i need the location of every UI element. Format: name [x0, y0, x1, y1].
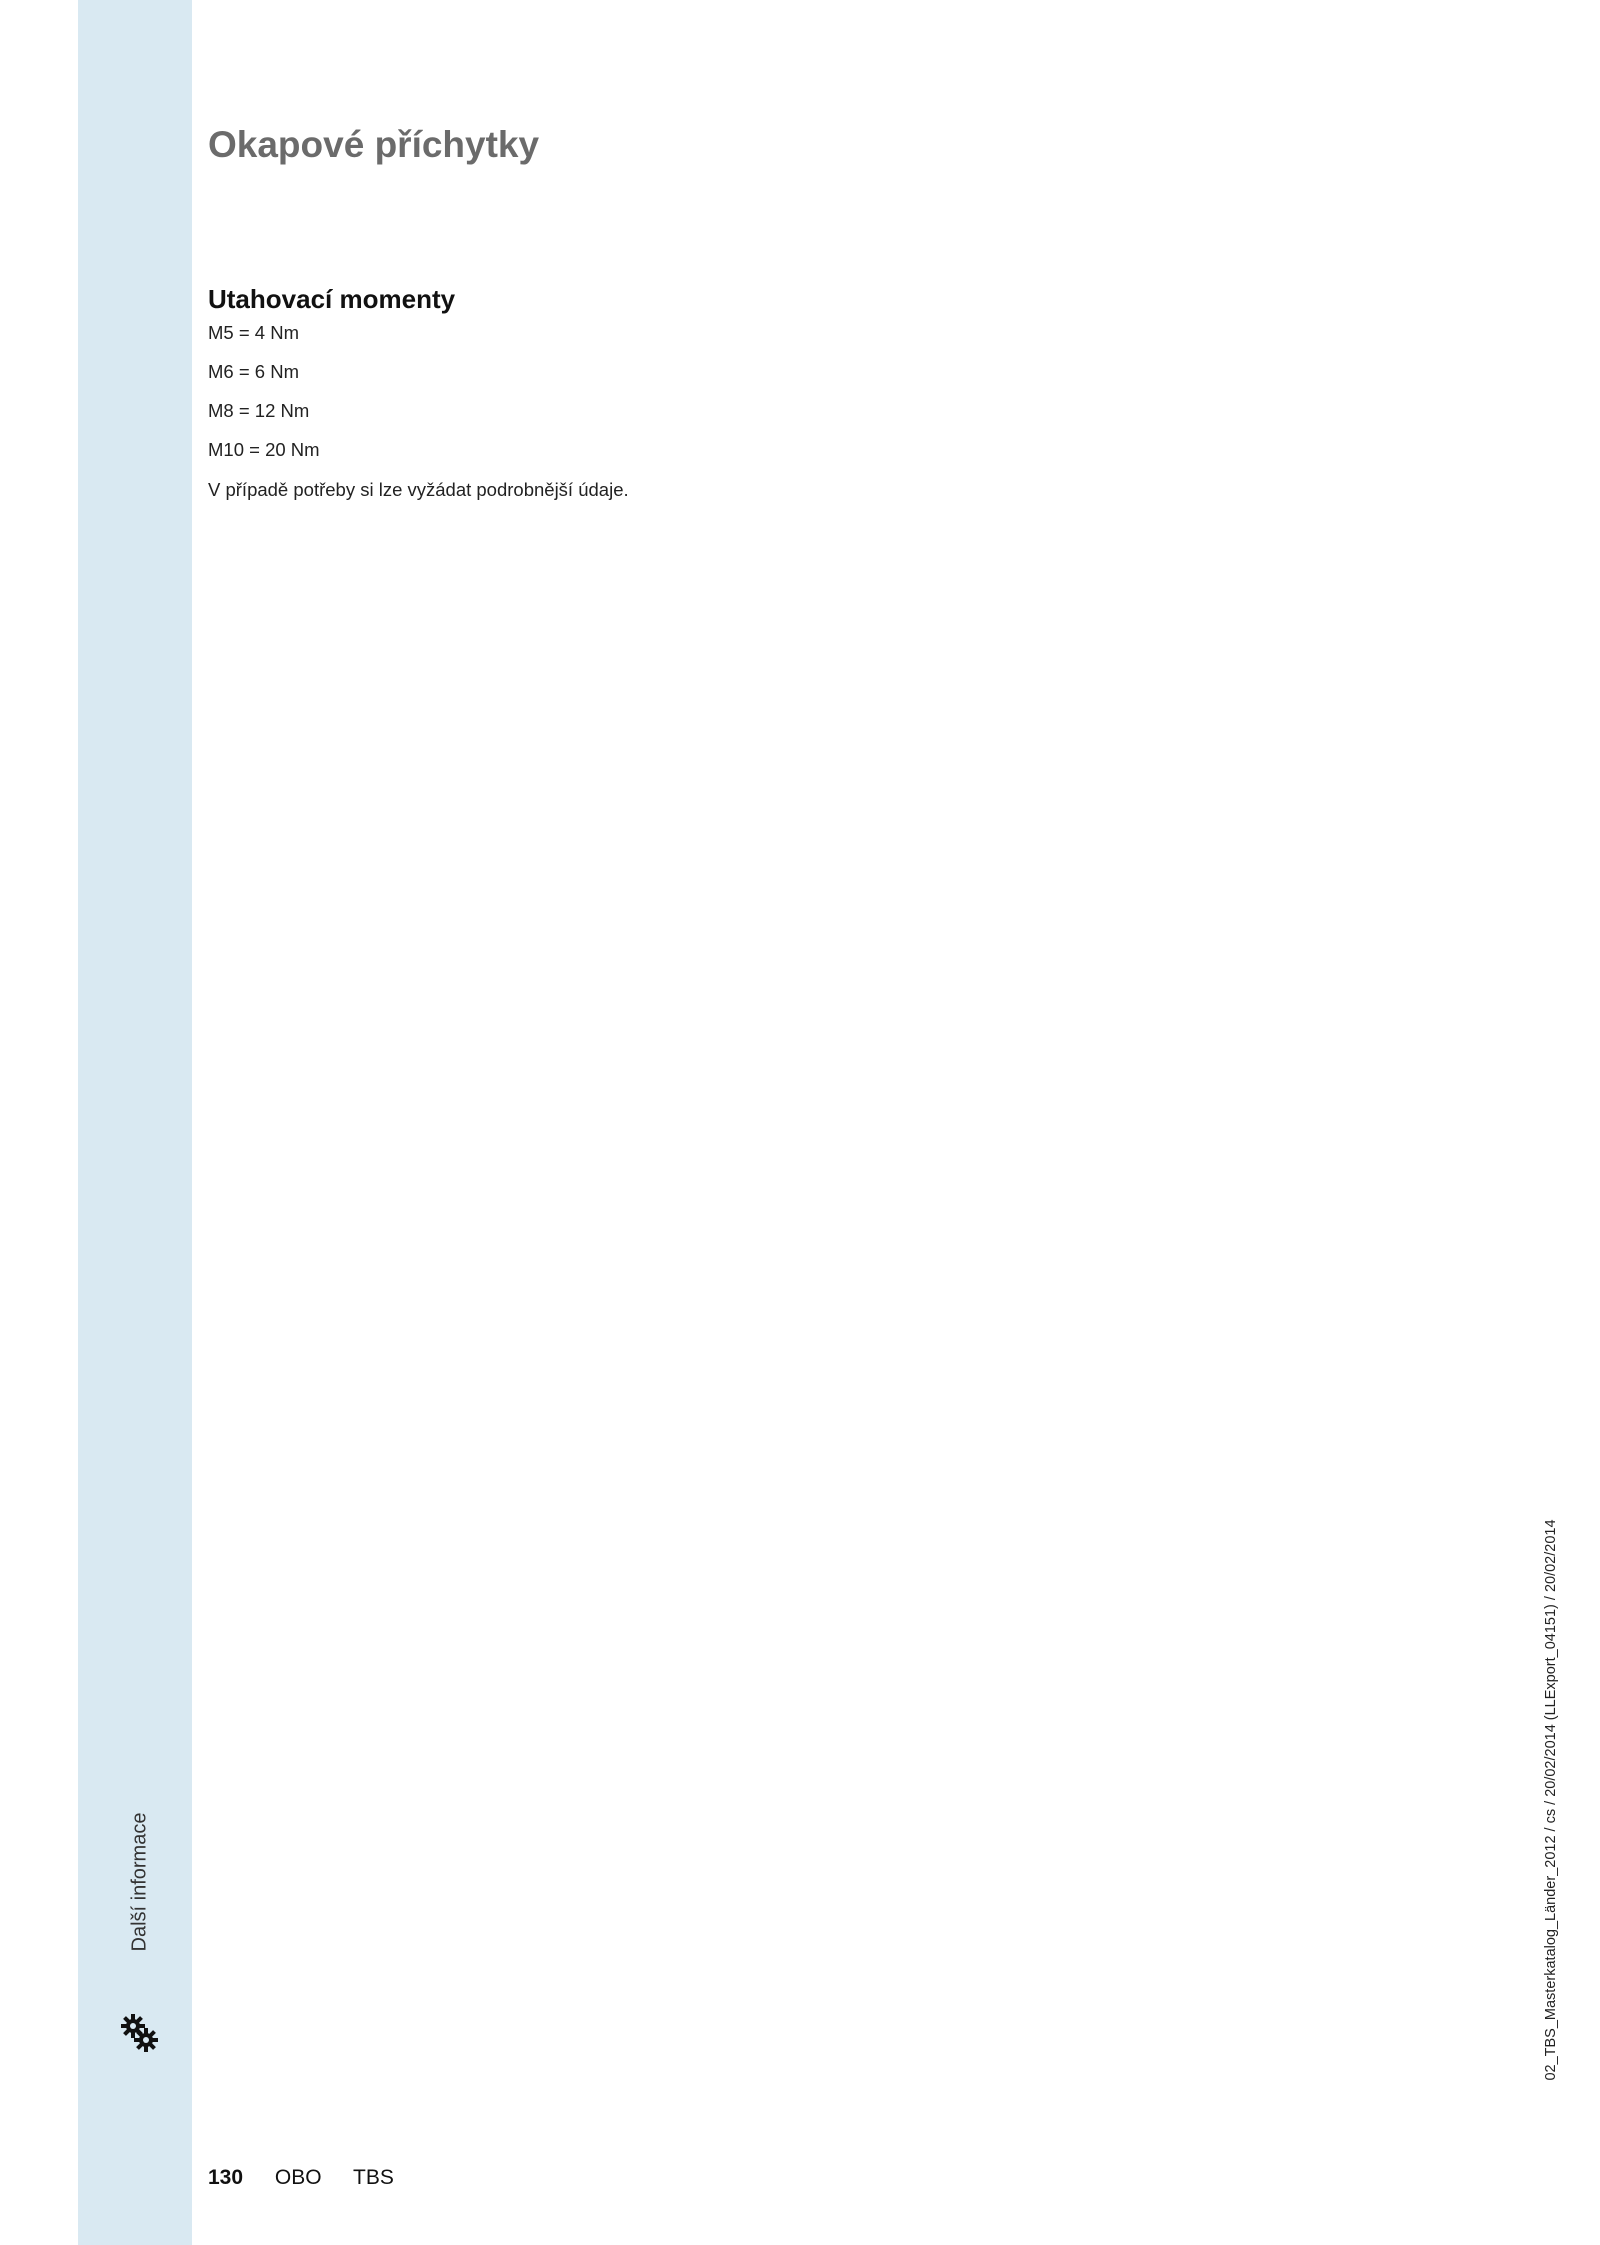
page-footer — [208, 2166, 394, 2190]
footer-brand: OBO — [274, 2166, 322, 2189]
torque-value-m6: M6 = 6 Nm — [208, 361, 299, 382]
details-note: V případě potřeby si lze vyžádat podrobnější údaje. — [208, 479, 629, 500]
torque-value-m8: M8 = 12 Nm — [208, 400, 310, 421]
torque-value-m10: M10 = 20 Nm — [208, 439, 320, 460]
torque-list — [208, 322, 1108, 478]
page-number: 130 — [208, 2166, 244, 2189]
footer-product: TBS — [353, 2166, 394, 2189]
section-heading: Utahovací momenty — [208, 284, 456, 314]
export-metadata: 02_TBS_Masterkatalog_Länder_2012 / cs / 20/02/2014 (LLExport_04151) / 20/02/2014 — [1543, 1519, 1559, 2081]
sidebar-section-label: Další informace — [128, 1812, 151, 1952]
gears-icon — [120, 2012, 160, 2054]
torque-value-m5: M5 = 4 Nm — [208, 322, 299, 343]
page-title: Okapové příchytky — [208, 124, 540, 165]
